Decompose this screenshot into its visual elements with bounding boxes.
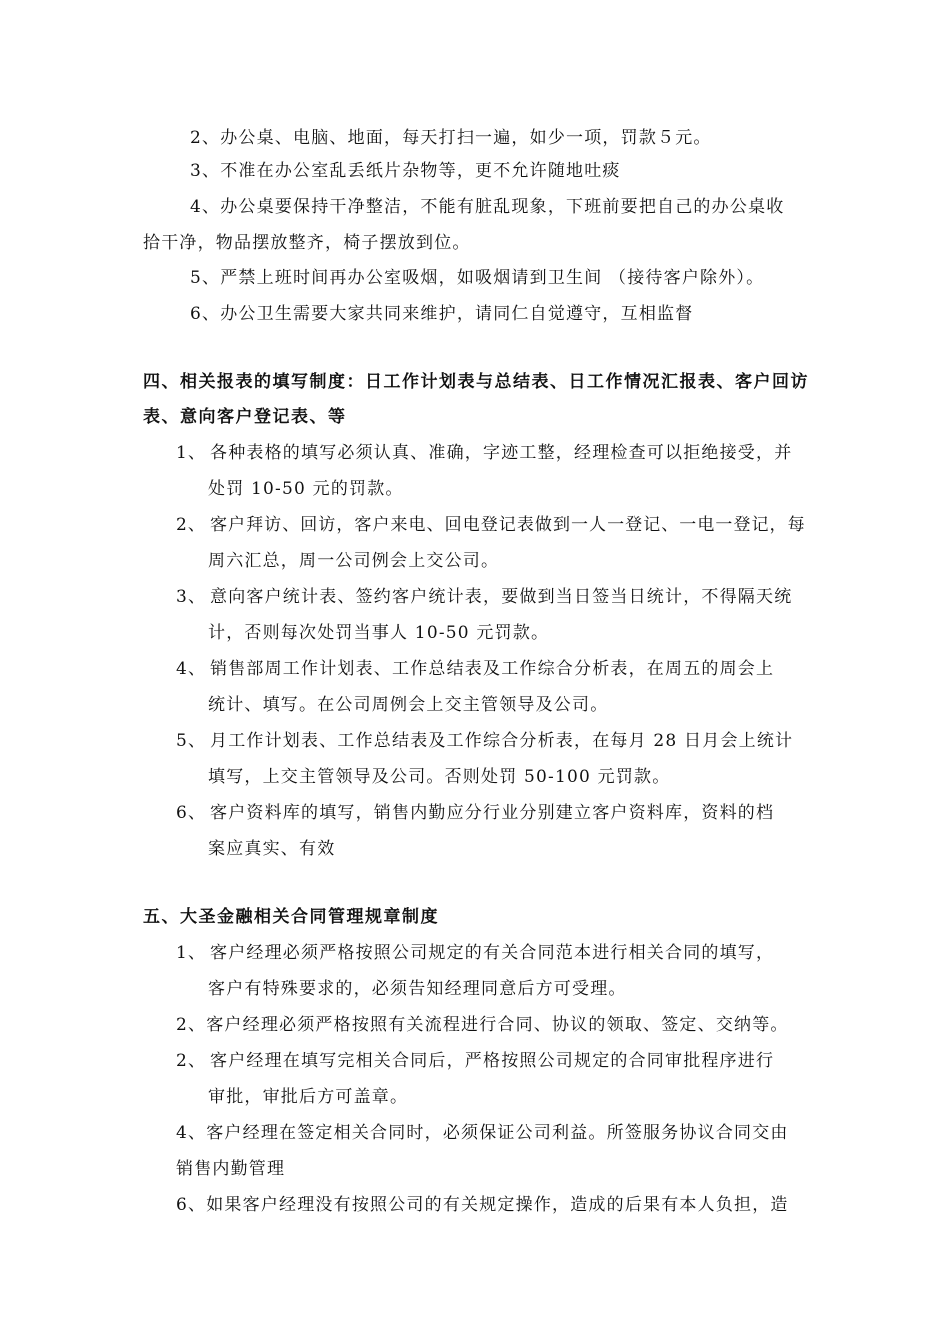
sec4-heading-line1: 四、相关报表的填写制度：日工作计划表与总结表、日工作情况汇报表、客户回访 <box>143 372 809 392</box>
sec5-item-6: 6、如果客户经理没有按照公司的有关规定操作，造成的后果有本人负担，造 <box>176 1195 789 1215</box>
sec4-item-2-cont: 周六汇总，周一公司例会上交公司。 <box>208 551 500 571</box>
sec5-item-3 <box>176 1049 774 1073</box>
sec4-item-5-cont: 填写，上交主管领导及公司。否则处罚 50-100 元罚款。 <box>208 767 671 787</box>
sec4-item-1-cont: 处罚 10-50 元的罚款。 <box>208 479 404 499</box>
sec4-item-6 <box>176 801 774 825</box>
sec4-item-4-num: 4、 <box>176 659 207 679</box>
sec5-item-1-num: 1、 <box>176 943 207 963</box>
sec4-item-2 <box>176 513 806 537</box>
sec5-heading: 五、大圣金融相关合同管理规章制度 <box>143 907 439 927</box>
sec3-item-2: 2、办公桌、电脑、地面，每天打扫一遍，如少一项，罚款５元。 <box>190 128 712 148</box>
sec5-item-3-cont: 审批，审批后方可盖章。 <box>208 1087 409 1107</box>
sec4-heading-line2: 表、意向客户登记表、等 <box>143 407 347 427</box>
sec4-item-3-text: 意向客户统计表、签约客户统计表，要做到当日签当日统计，不得隔天统 <box>210 587 793 607</box>
sec3-item-4: 4、办公桌要保持干净整洁，不能有脏乱现象，下班前要把自己的办公桌收 <box>190 197 785 217</box>
sec4-item-3-cont: 计，否则每次处罚当事人 10-50 元罚款。 <box>208 623 550 643</box>
sec4-item-5-num: 5、 <box>176 731 207 751</box>
sec4-item-2-text: 客户拜访、回访，客户来电、回电登记表做到一人一登记、一电一登记，每 <box>210 515 806 535</box>
sec5-item-4-cont: 销售内勤管理 <box>176 1159 286 1179</box>
sec5-item-3-text: 客户经理在填写完相关合同后，严格按照公司规定的合同审批程序进行 <box>210 1051 775 1071</box>
sec4-item-4 <box>176 657 774 681</box>
sec5-item-4: 4、客户经理在签定相关合同时，必须保证公司利益。所签服务协议合同交由 <box>176 1123 789 1143</box>
sec4-item-1 <box>176 441 792 465</box>
sec4-item-4-cont: 统计、填写。在公司周例会上交主管领导及公司。 <box>208 695 609 715</box>
sec3-item-4-cont: 拾干净，物品摆放整齐，椅子摆放到位。 <box>143 233 471 253</box>
sec4-item-6-cont: 案应真实、有效 <box>208 839 336 859</box>
sec4-item-2-num: 2、 <box>176 515 206 535</box>
sec3-item-5: 5、严禁上班时间再办公室吸烟，如吸烟请到卫生间 （接待客户除外）。 <box>190 268 765 288</box>
sec4-item-1-num: 1、 <box>176 443 207 463</box>
sec4-item-3-num: 3、 <box>176 587 207 607</box>
sec4-item-5 <box>176 729 793 753</box>
sec4-item-4-text: 销售部周工作计划表、工作总结表及工作综合分析表，在周五的周会上 <box>210 659 775 679</box>
sec3-item-6: 6、办公卫生需要大家共同来维护，请同仁自觉遵守，互相监督 <box>190 304 694 324</box>
sec5-item-1 <box>176 941 774 965</box>
sec5-item-3-num: 2、 <box>176 1051 207 1071</box>
sec5-item-2: 2、客户经理必须严格按照有关流程进行合同、协议的领取、签定、交纳等。 <box>176 1015 789 1035</box>
sec5-item-1-text: 客户经理必须严格按照公司规定的有关合同范本进行相关合同的填写， <box>210 943 775 963</box>
sec4-item-5-text: 月工作计划表、工作总结表及工作综合分析表，在每月 28 日月会上统计 <box>210 731 794 751</box>
sec4-item-6-num: 6、 <box>176 803 207 823</box>
sec3-item-3: 3、不准在办公室乱丢纸片杂物等，更不允许随地吐痰 <box>190 161 621 181</box>
sec4-item-3 <box>176 585 792 609</box>
sec4-item-6-text: 客户资料库的填写，销售内勤应分行业分别建立客户资料库，资料的档 <box>210 803 775 823</box>
sec4-item-1-text: 各种表格的填写必须认真、准确，字迹工整，经理检查可以拒绝接受，并 <box>210 443 793 463</box>
sec5-item-1-cont: 客户有特殊要求的，必须告知经理同意后方可受理。 <box>208 979 627 999</box>
